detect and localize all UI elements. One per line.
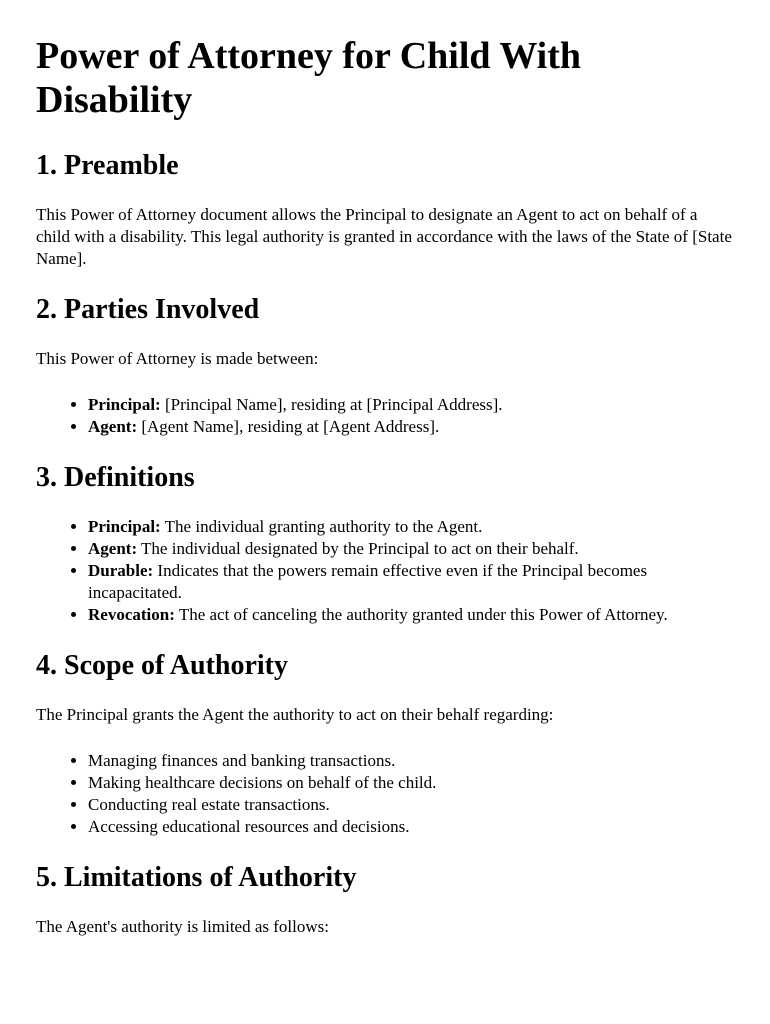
term-text: [Principal Name], residing at [Principal Address]. — [160, 395, 503, 414]
list-item — [88, 604, 734, 626]
term-text: [Agent Name], residing at [Agent Address]. — [137, 417, 440, 436]
section-scope — [36, 650, 734, 838]
preamble-text: This Power of Attorney document allows the Principal to designate an Agent to act on behalf of a child with a disability. This legal authority is granted in accordance with the laws of the State of [State Name]. — [36, 205, 732, 268]
term-label: Principal: — [88, 395, 161, 414]
section-heading: 4. Scope of Authority — [36, 650, 288, 681]
list-item — [88, 538, 734, 560]
section-heading: 2. Parties Involved — [36, 294, 260, 325]
list-item — [88, 394, 734, 416]
term-text: Indicates that the powers remain effective even if the Principal becomes incapacitated. — [88, 561, 648, 602]
list-item: • Making healthcare decisions on behalf of the child. — [88, 772, 734, 794]
section-definitions — [36, 462, 734, 626]
term-label: Durable: — [88, 561, 154, 580]
section-heading: 3. Definitions — [36, 462, 195, 493]
section-preamble — [36, 150, 734, 270]
section-limitations — [36, 862, 734, 938]
term-text: The act of canceling the authority granted under this Power of Attorney. — [174, 605, 668, 624]
scope-list — [36, 750, 734, 838]
term-label: Agent: — [88, 417, 138, 436]
list-item — [88, 416, 734, 438]
term-text: The individual granting authority to the Agent. — [160, 517, 483, 536]
term-label: Revocation: — [88, 605, 175, 624]
definitions-list — [36, 516, 734, 626]
list-item — [88, 560, 734, 604]
term-label: Principal: — [88, 517, 161, 536]
term-text: The individual designated by the Principal to act on their behalf. — [137, 539, 579, 558]
parties-list — [36, 394, 734, 438]
limitations-intro: The Agent's authority is limited as follows: — [36, 917, 329, 936]
term-label: Agent: — [88, 539, 138, 558]
list-item: • Managing finances and banking transactions. — [88, 750, 734, 772]
document-title: Power of Attorney for Child With Disability — [36, 35, 582, 121]
list-item — [88, 516, 734, 538]
list-item: • Conducting real estate transactions. — [88, 794, 734, 816]
section-heading: 5. Limitations of Authority — [36, 862, 357, 893]
list-item: • Accessing educational resources and decisions. — [88, 816, 734, 838]
scope-intro: The Principal grants the Agent the authority to act on their behalf regarding: — [36, 705, 554, 724]
section-parties — [36, 294, 734, 438]
section-heading: 1. Preamble — [36, 150, 179, 181]
parties-intro: This Power of Attorney is made between: — [36, 349, 319, 368]
